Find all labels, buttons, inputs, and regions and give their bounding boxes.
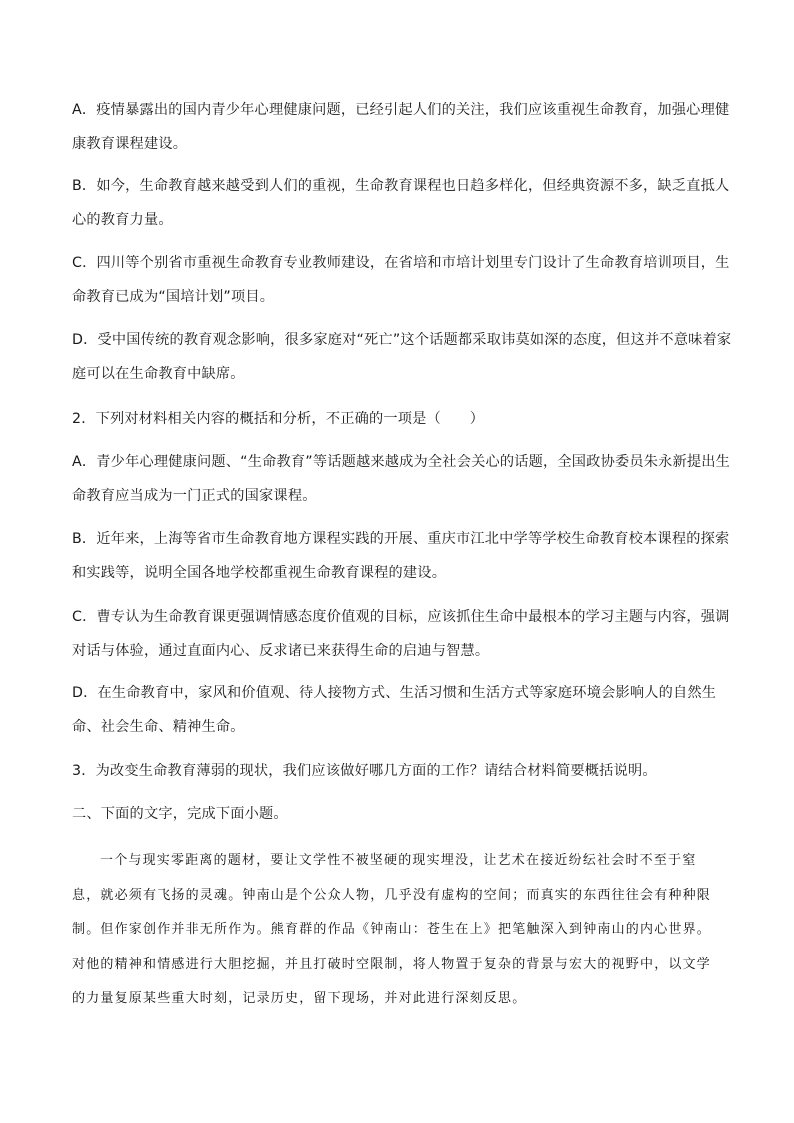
option-a-q1: A．疫情暴露出的国内青少年心理健康问题，已经引起人们的关注，我们应该重视生命教育，加强心理健康教育课程建设。 — [72, 102, 730, 152]
question-3: 3．为改变生命教育薄弱的现状，我们应该做好哪几方面的工作？请结合材料简要概括说明。 — [72, 763, 657, 779]
option-b-q1: B．如今，生命教育越来越受到人们的重视，生命教育课程也日趋多样化，但经典资源不多，缺乏直抵人心的教育力量。 — [72, 178, 730, 228]
option-b-q2: B．近年来，上海等省市生命教育地方课程实践的开展、重庆市江北中学等学校生命教育校本课程的探索和实践等，说明全国各地学校都重视生命教育课程的建设。 — [72, 531, 730, 581]
question-2: 2．下列对材料相关内容的概括和分析，不正确的一项是（ ） — [72, 411, 485, 427]
option-d-q1: D．受中国传统的教育观念影响，很多家庭对“死亡”这个话题都采取讳莫如深的态度，但这并不意味着家庭可以在生命教育中缺席。 — [72, 332, 732, 382]
option-c-q2: C．曹专认为生命教育课更强调情感态度价值观的目标，应该抓住生命中最根本的学习主题与内容，强调对话与体验，通过直面内心、反求诸已来获得生命的启迪与智慧。 — [72, 609, 730, 659]
reading-passage: 一个与现实零距离的题材，要让文学性不被坚硬的现实埋没，让艺术在接近纷纭社会时不至于窒息，就必须有飞扬的灵魂。钟南山是个公众人物，几乎没有虚构的空间；而真实的东西往往会有种种限制。但作家创作并非无所作为。熊育群的作品《钟南山：苍生在上》把笔触深入到钟南山的内心世界。对他的精神和情感进行大胆挖掘，并且打破时空限制，将人物置于复杂的背景与宏大的视野中，以文学的力量复原某些重大时刻，记录历史，留下现场，并对此进行深刻反思。 — [72, 853, 712, 1006]
option-d-q2: D．在生命教育中，家风和价值观、待人接物方式、生活习惯和生活方式等家庭环境会影响人的自然生命、社会生命、精神生命。 — [72, 685, 717, 735]
option-c-q1: C．四川等个别省市重视生命教育专业教师建设，在省培和市培计划里专门设计了生命教育培训项目，生命教育已成为“国培计划”项目。 — [72, 255, 730, 305]
section-heading: 二、下面的文字，完成下面小题。 — [72, 806, 288, 822]
option-a-q2: A．青少年心理健康问题、“生命教育”等话题越来越成为全社会关心的话题，全国政协委员朱永新提出生命教育应当成为一门正式的国家课程。 — [72, 454, 731, 504]
